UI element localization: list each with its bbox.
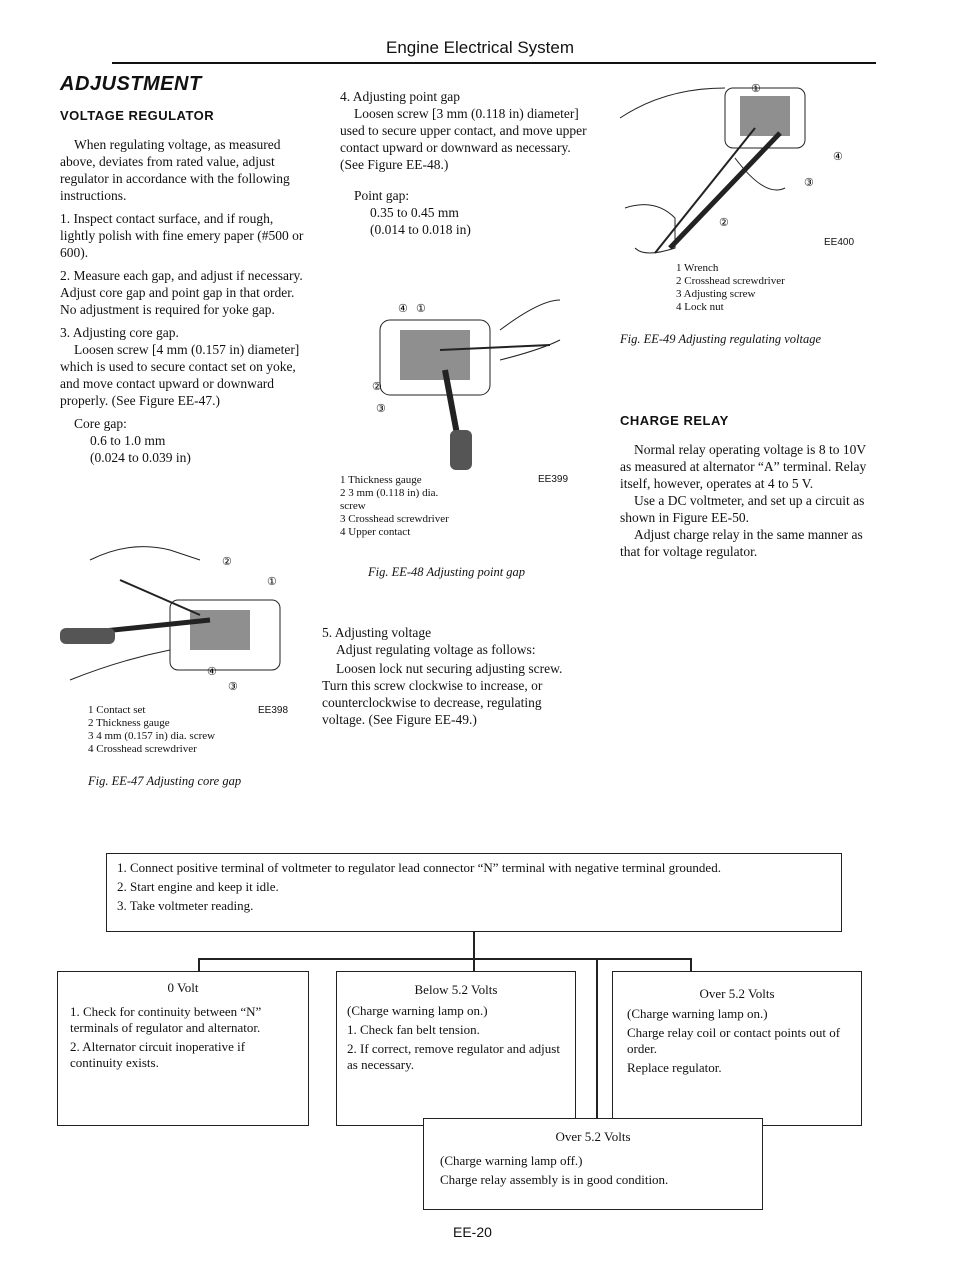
box-line: (Charge warning lamp on.) bbox=[347, 1003, 488, 1018]
fig49-legend-item: 1 Wrench bbox=[676, 262, 719, 274]
svg-text:④: ④ bbox=[398, 303, 408, 315]
fig49-legend-item: 2 Crosshead screwdriver bbox=[676, 275, 785, 287]
box-line: 2. Alternator circuit inoperative if continuity exists. bbox=[70, 1039, 246, 1070]
fig-47-legend bbox=[88, 704, 268, 756]
connector bbox=[690, 958, 692, 972]
flow-box-0-volt bbox=[57, 971, 309, 1126]
core-gap-in: (0.024 to 0.039 in) bbox=[90, 450, 191, 465]
fig48-legend-item: 4 Upper contact bbox=[340, 526, 411, 538]
box-line: (Charge warning lamp on.) bbox=[627, 1006, 768, 1021]
fig-47-caption: Fig. EE-47 Adjusting core gap bbox=[88, 774, 242, 788]
box-line: Replace regulator. bbox=[627, 1060, 722, 1075]
fig-49-caption: Fig. EE-49 Adjusting regulating voltage bbox=[620, 332, 822, 346]
svg-text:①: ① bbox=[751, 83, 761, 95]
connector bbox=[596, 958, 598, 1118]
point-gap-label: Point gap: bbox=[354, 188, 410, 203]
connector bbox=[473, 958, 475, 972]
middle-column bbox=[340, 88, 590, 238]
core-gap-mm: 0.6 to 1.0 mm bbox=[90, 433, 166, 448]
step-4-body: Loosen screw [3 mm (0.118 in) diameter] used to secure upper contact, and move upper contact upward or downward as necessary. (See Figure EE-48.) bbox=[340, 106, 587, 172]
flow-box-below bbox=[336, 971, 576, 1126]
box-line: Charge relay assembly is in good condition. bbox=[440, 1172, 669, 1187]
step-1: 1. Inspect contact surface, and if rough, lightly polish with fine emery paper (#500 or 600). bbox=[60, 211, 304, 260]
step-3-body: Loosen screw [4 mm (0.157 in) diameter] which is used to secure contact set on yoke, and move contact upward or downward properly. (See Figure EE-47.) bbox=[60, 342, 300, 408]
page-number: EE-20 bbox=[453, 1224, 492, 1240]
charge-relay-heading: CHARGE RELAY bbox=[620, 413, 729, 428]
box-title: Over 5.2 Volts bbox=[699, 986, 775, 1001]
step-4-title: 4. Adjusting point gap bbox=[340, 89, 461, 104]
step-5-body-1: Adjust regulating voltage as follows: bbox=[336, 642, 536, 657]
adjustment-heading: ADJUSTMENT bbox=[60, 73, 202, 95]
flow-box-over-on bbox=[612, 971, 862, 1126]
core-gap-label: Core gap: bbox=[74, 416, 127, 431]
connector bbox=[473, 932, 475, 959]
page-header: Engine Electrical System bbox=[385, 38, 575, 57]
fig47-legend-item: 2 Thickness gauge bbox=[88, 717, 170, 729]
flow-top-line: 2. Start engine and keep it idle. bbox=[117, 879, 279, 894]
fig-48-legend bbox=[340, 474, 520, 539]
charge-relay-p3: Adjust charge relay in the same manner as that for voltage regulator. bbox=[620, 527, 863, 559]
fig47-callout-3: ③ bbox=[228, 681, 238, 693]
fig48-legend-item: 2 3 mm (0.118 in) dia. bbox=[340, 487, 439, 499]
intro-paragraph: When regulating voltage, as measured above, deviates from rated value, adjust regulator in accordance with the following instructions. bbox=[60, 137, 290, 203]
svg-text:④: ④ bbox=[833, 151, 843, 163]
step-5-title: 5. Adjusting voltage bbox=[322, 625, 432, 640]
point-gap-in: (0.014 to 0.018 in) bbox=[370, 222, 471, 237]
flow-top-line: 1. Connect positive terminal of voltmeter to regulator lead connector “N” terminal with negative terminal grounded. bbox=[117, 860, 721, 875]
box-line: 1. Check for continuity between “N” terminals of regulator and alternator. bbox=[70, 1004, 262, 1035]
fig48-legend-item: screw bbox=[340, 500, 366, 512]
charge-relay-p1: Normal relay operating voltage is 8 to 10V as measured at alternator “A” terminal. Relay itself, however, operates at 4 to 5 V. bbox=[620, 442, 867, 491]
box-line: 2. If correct, remove regulator and adjust as necessary. bbox=[347, 1041, 560, 1072]
left-column bbox=[60, 73, 310, 466]
step-5-body-2: Loosen lock nut securing adjusting screw. Turn this screw clockwise to increase, or counterclockwise to decrease, regulating voltage. (See Figure EE-49.) bbox=[322, 661, 563, 727]
step-3-title: 3. Adjusting core gap. bbox=[60, 325, 179, 340]
fig-49-code: EE400 bbox=[824, 237, 855, 248]
fig49-legend-item: 3 Adjusting screw bbox=[676, 288, 756, 300]
charge-relay-p2: Use a DC voltmeter, and set up a circuit as shown in Figure EE-50. bbox=[620, 493, 865, 525]
box-title: Below 5.2 Volts bbox=[414, 982, 498, 997]
svg-text:②: ② bbox=[372, 381, 382, 393]
svg-text:①: ① bbox=[416, 303, 426, 315]
fig47-callout-1: ① bbox=[267, 576, 277, 588]
box-line: (Charge warning lamp off.) bbox=[440, 1153, 583, 1168]
step-2: 2. Measure each gap, and adjust if necessary. Adjust core gap and point gap in that order. No adjustment is required for yoke gap. bbox=[60, 268, 303, 317]
fig48-legend-item: 3 Crosshead screwdriver bbox=[340, 513, 449, 525]
box-line: 1. Check fan belt tension. bbox=[347, 1022, 480, 1037]
charge-relay-section bbox=[620, 412, 868, 560]
header-rule bbox=[112, 62, 876, 64]
point-gap-mm: 0.35 to 0.45 mm bbox=[370, 205, 459, 220]
box-title: Over 5.2 Volts bbox=[555, 1129, 631, 1144]
flow-top-line: 3. Take voltmeter reading. bbox=[117, 898, 254, 913]
svg-text:③: ③ bbox=[804, 177, 814, 189]
fig49-legend-item: 4 Lock nut bbox=[676, 301, 724, 313]
connector bbox=[198, 958, 690, 960]
fig47-legend-item: 4 Crosshead screwdriver bbox=[88, 743, 197, 755]
fig-47-code: EE398 bbox=[258, 705, 289, 716]
fig-49-legend bbox=[676, 262, 866, 314]
svg-text:③: ③ bbox=[376, 403, 386, 415]
svg-text:②: ② bbox=[719, 217, 729, 229]
flow-top-box bbox=[106, 853, 842, 932]
box-line: Charge relay coil or contact points out of order. bbox=[627, 1025, 841, 1056]
flow-box-over-off bbox=[423, 1118, 763, 1210]
fig-48-code: EE399 bbox=[538, 474, 569, 485]
fig47-callout-4: ④ bbox=[207, 666, 217, 678]
box-title: 0 Volt bbox=[167, 980, 199, 995]
voltage-regulator-heading: VOLTAGE REGULATOR bbox=[60, 108, 215, 123]
fig48-legend-item: 1 Thickness gauge bbox=[340, 474, 422, 486]
fig-48-caption: Fig. EE-48 Adjusting point gap bbox=[368, 565, 526, 579]
step-5-block bbox=[322, 624, 584, 734]
fig47-callout-2: ② bbox=[222, 556, 232, 568]
fig47-legend-item: 1 Contact set bbox=[88, 704, 146, 716]
fig-47-illustration bbox=[60, 540, 310, 700]
fig47-legend-item: 3 4 mm (0.157 in) dia. screw bbox=[88, 730, 216, 742]
connector bbox=[198, 958, 200, 972]
fig-48-illustration bbox=[350, 290, 580, 470]
